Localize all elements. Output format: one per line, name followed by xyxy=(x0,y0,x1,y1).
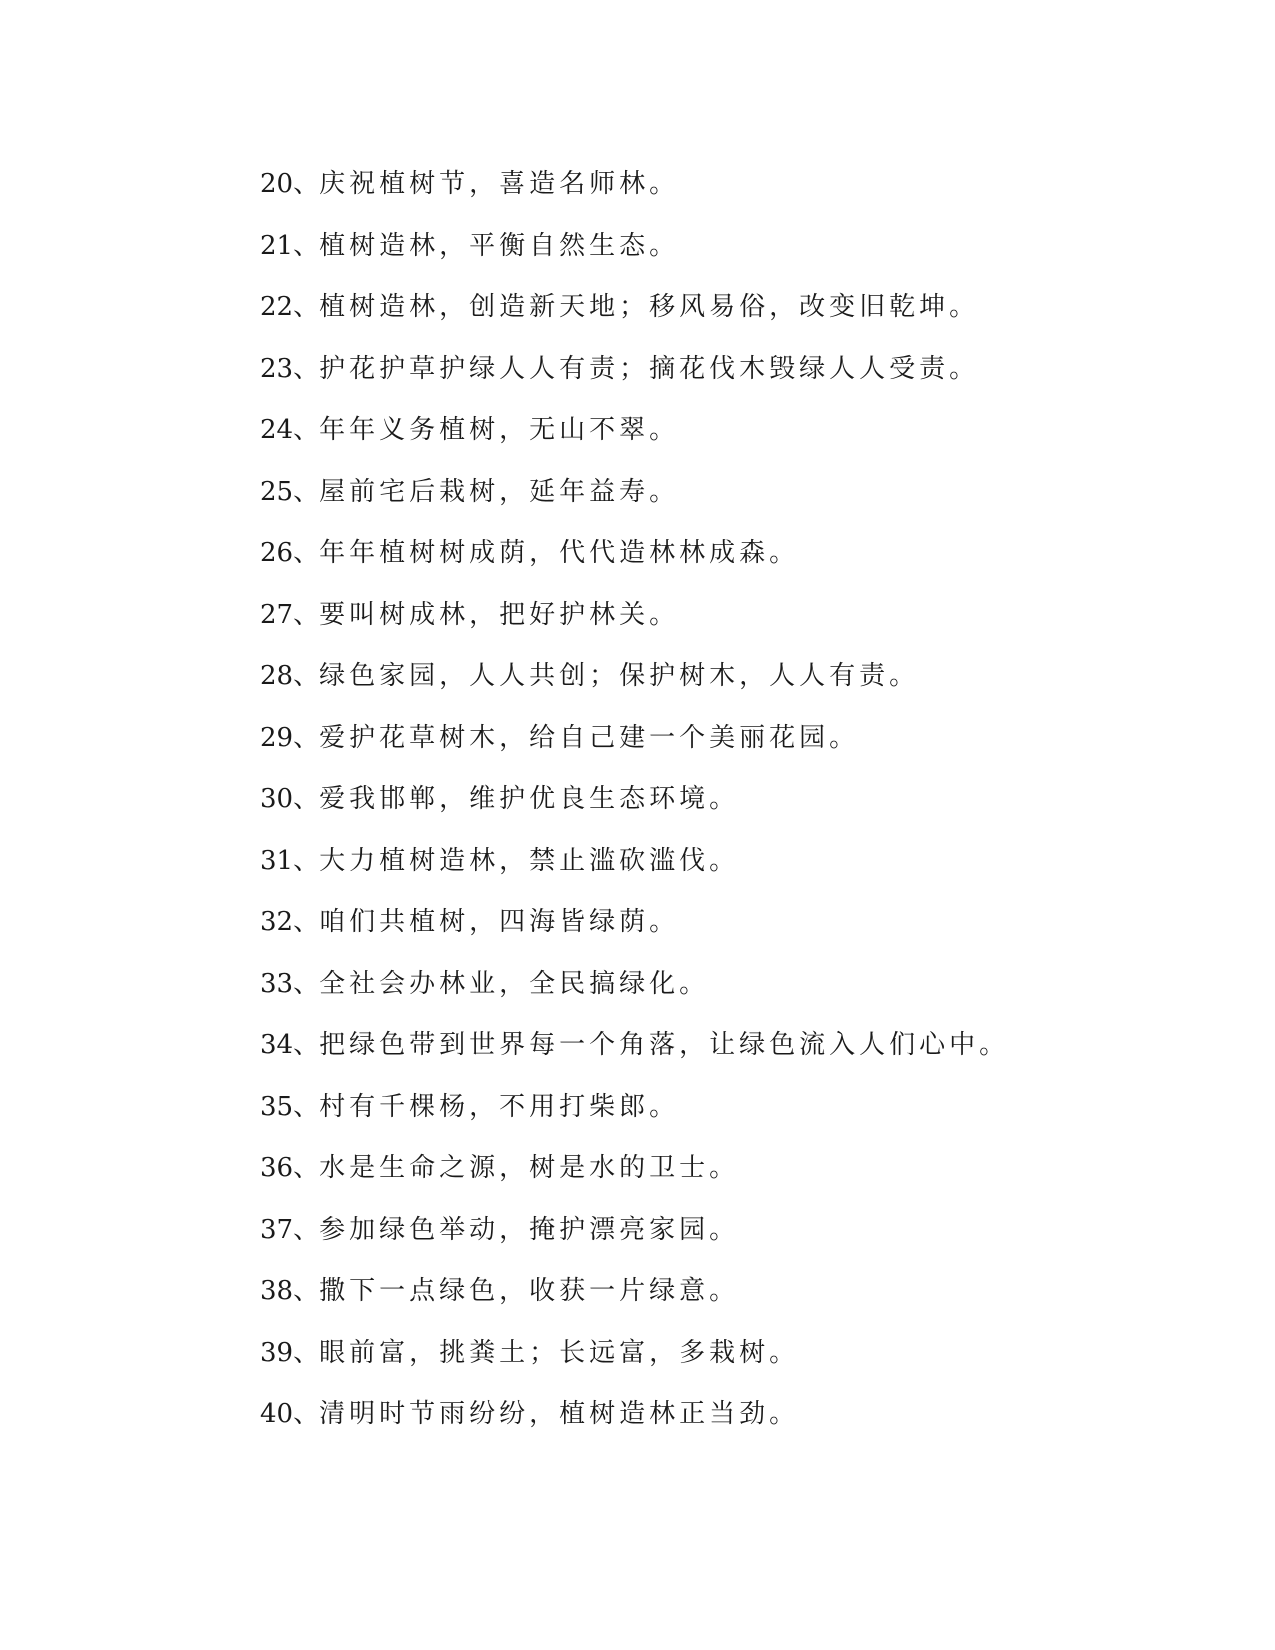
item-number: 30、 xyxy=(260,784,320,814)
item-number: 36、 xyxy=(260,1153,320,1183)
list-item xyxy=(260,1150,1160,1212)
item-number: 20、 xyxy=(260,169,320,199)
item-text: 撒下一点绿色，收获一片绿意。 xyxy=(319,1276,740,1306)
list-item xyxy=(260,597,1160,659)
item-text: 咱们共植树，四海皆绿荫。 xyxy=(319,907,680,937)
item-number: 26、 xyxy=(260,538,320,568)
item-number: 34、 xyxy=(260,1030,320,1060)
item-number: 28、 xyxy=(260,661,320,691)
list-item xyxy=(260,843,1160,905)
item-number: 38、 xyxy=(260,1276,320,1306)
item-text: 屋前宅后栽树，延年益寿。 xyxy=(319,476,680,507)
list-item xyxy=(260,1335,1160,1397)
item-number: 21、 xyxy=(260,230,320,261)
item-text: 参加绿色举动，掩护漂亮家园。 xyxy=(319,1214,740,1245)
item-text: 全社会办林业，全民搞绿化。 xyxy=(319,968,710,999)
list-item xyxy=(260,658,1160,720)
item-number: 29、 xyxy=(260,722,320,753)
item-number: 32、 xyxy=(260,907,320,937)
list-item xyxy=(260,781,1160,843)
list-item xyxy=(260,1089,1160,1151)
item-number: 27、 xyxy=(260,599,320,630)
item-number: 31、 xyxy=(260,845,320,876)
item-text: 大力植树造林，禁止滥砍滥伐。 xyxy=(319,845,740,876)
item-text: 绿色家园，人人共创；保护树木，人人有责。 xyxy=(319,661,920,691)
item-text: 清明时节雨纷纷，植树造林正当劲。 xyxy=(319,1399,800,1429)
list-item xyxy=(260,1212,1160,1274)
item-text: 年年义务植树，无山不翠。 xyxy=(319,415,680,445)
list-item xyxy=(260,228,1160,290)
item-text: 庆祝植树节，喜造名师林。 xyxy=(319,169,680,199)
item-text: 村有千棵杨，不用打柴郎。 xyxy=(319,1091,680,1122)
list-item xyxy=(260,966,1160,1028)
item-number: 35、 xyxy=(260,1091,320,1122)
item-text: 爱我邯郸，维护优良生态环境。 xyxy=(319,784,740,814)
list-item xyxy=(260,720,1160,782)
list-item xyxy=(260,904,1160,966)
item-text: 要叫树成林，把好护林关。 xyxy=(319,599,680,630)
list-item xyxy=(260,1396,1160,1458)
item-text: 年年植树树成荫，代代造林林成森。 xyxy=(319,538,800,568)
list-item xyxy=(260,535,1160,597)
list-item xyxy=(260,351,1160,413)
item-number: 25、 xyxy=(260,476,320,507)
item-number: 22、 xyxy=(260,292,320,322)
item-number: 37、 xyxy=(260,1214,320,1245)
list-item xyxy=(260,474,1160,536)
list-item xyxy=(260,166,1160,228)
item-text: 水是生命之源，树是水的卫士。 xyxy=(319,1153,740,1183)
item-text: 把绿色带到世界每一个角落，让绿色流入人们心中。 xyxy=(319,1030,1010,1060)
list-item xyxy=(260,1273,1160,1335)
item-text: 眼前富，挑粪土；长远富，多栽树。 xyxy=(319,1337,800,1368)
item-number: 40、 xyxy=(260,1399,320,1429)
list-item xyxy=(260,289,1160,351)
item-text: 植树造林，创造新天地；移风易俗，改变旧乾坤。 xyxy=(319,292,980,322)
item-text: 爱护花草树木，给自己建一个美丽花园。 xyxy=(319,722,860,753)
item-number: 23、 xyxy=(260,353,320,384)
item-number: 33、 xyxy=(260,968,320,999)
item-number: 24、 xyxy=(260,415,320,445)
list-item xyxy=(260,1027,1160,1089)
item-text: 植树造林，平衡自然生态。 xyxy=(319,230,680,261)
item-text: 护花护草护绿人人有责；摘花伐木毁绿人人受责。 xyxy=(319,353,980,384)
slogan-list xyxy=(260,166,1160,1458)
item-number: 39、 xyxy=(260,1337,320,1368)
list-item xyxy=(260,412,1160,474)
